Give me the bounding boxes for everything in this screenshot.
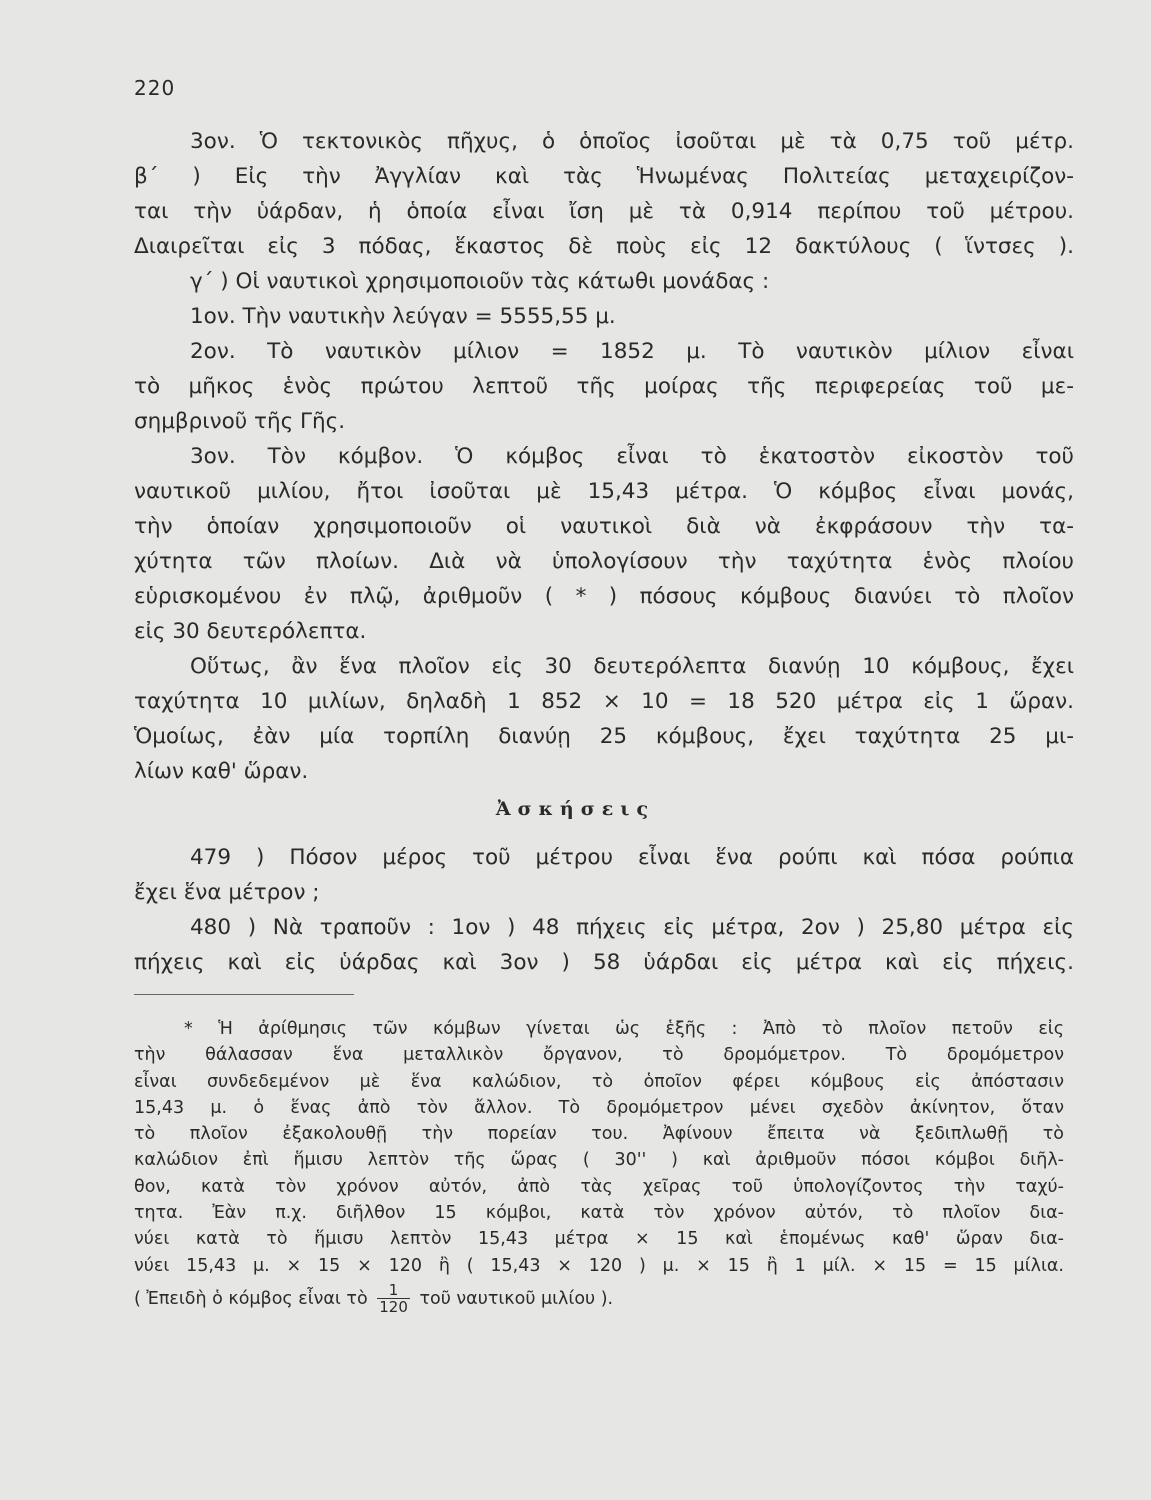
- footnote-line: τητα. Ἐὰν π.χ. διῆλθον 15 κόμβοι, κατὰ τὸν χρόνον αὐτόν, τὸ πλοῖον δια-: [134, 1203, 1064, 1224]
- footnote-line: καλώδιον ἐπὶ ἥμισυ λεπτὸν τῆς ὥρας ( 30'' ) καὶ ἀριθμοῦν πόσοι κόμβοι διῆλ-: [134, 1150, 1064, 1171]
- footnote-line: εἶναι συνδεδεμένον μὲ ἕνα καλώδιον, τὸ ὁποῖον φέρει κόμβους εἰς ἀπόστασιν: [134, 1071, 1064, 1092]
- body-text: [134, 124, 1074, 789]
- text-line: 1ον. Τὴν ναυτικὴν λεύγαν = 5555,55 μ.: [190, 304, 616, 329]
- exercise-line: ἔχει ἕνα μέτρον ;: [134, 880, 320, 905]
- exercise-line: 479 ) Πόσον μέρος τοῦ μέτρου εἶναι ἕνα ρούπι καὶ πόσα ρούπια: [190, 845, 1074, 870]
- footnote-last-line: [134, 1279, 1064, 1319]
- fraction: [377, 1282, 410, 1315]
- text-line: 3ον. Ὁ τεκτονικὸς πῆχυς, ὁ ὁποῖος ἰσοῦται μὲ τὰ 0,75 τοῦ μέτρ.: [190, 129, 1074, 154]
- text-line: 2ον. Τὸ ναυτικὸν μίλιον = 1852 μ. Τὸ ναυτικὸν μίλιον εἶναι: [190, 339, 1074, 364]
- text-line: τὸ μῆκος ἑνὸς πρώτου λεπτοῦ τῆς μοίρας τῆς περιφερείας τοῦ με-: [134, 374, 1074, 399]
- text-line: Ὁμοίως, ἐὰν μία τορπίλη διανύῃ 25 κόμβους, ἔχει ταχύτητα 25 μι-: [134, 724, 1074, 749]
- text-line: Διαιρεῖται εἰς 3 πόδας, ἕκαστος δὲ ποὺς εἰς 12 δακτύλους ( ἵντσες ).: [134, 234, 1074, 259]
- section-heading: Ἀσκήσεις: [495, 798, 656, 820]
- footnote-line: τὴν θάλασσαν ἕνα μεταλλικὸν ὄργανον, τὸ δρομόμετρον. Τὸ δρομόμετρον: [134, 1045, 1064, 1066]
- text-line: τὴν ὁποίαν χρησιμοποιοῦν οἱ ναυτικοὶ διὰ νὰ ἐκφράσουν τὴν τα-: [134, 514, 1074, 539]
- footnote: [134, 1016, 1064, 1319]
- footnote-line: νύει 15,43 μ. × 15 × 120 ἢ ( 15,43 × 120 ) μ. × 15 ἢ 1 μίλ. × 15 = 15 μίλια.: [134, 1255, 1064, 1276]
- footnote-last-after: τοῦ ναυτικοῦ μιλίου ).: [419, 1288, 614, 1309]
- text-line: εἰς 30 δευτερόλεπτα.: [134, 619, 367, 644]
- exercise-line: πήχεις καὶ εἰς ὑάρδας καὶ 3ον ) 58 ὑάρδαι εἰς μέτρα καὶ εἰς πήχεις.: [134, 950, 1074, 975]
- text-line: β΄ ) Εἰς τὴν Ἀγγλίαν καὶ τὰς Ἡνωμένας Πολιτείας μεταχειρίζον-: [134, 164, 1074, 189]
- text-line: ται τὴν ὑάρδαν, ἡ ὁποία εἶναι ἴση μὲ τὰ 0,914 περίπου τοῦ μέτρου.: [134, 199, 1074, 224]
- text-line: λίων καθ' ὥραν.: [134, 759, 309, 784]
- page-number: 220: [134, 76, 176, 100]
- footnote-line: 15,43 μ. ὁ ἕνας ἀπὸ τὸν ἄλλον. Τὸ δρομόμετρον μένει σχεδὸν ἀκίνητον, ὅταν: [134, 1097, 1064, 1118]
- text-line: σημβρινοῦ τῆς Γῆς.: [134, 409, 346, 434]
- text-line: ναυτικοῦ μιλίου, ἤτοι ἰσοῦται μὲ 15,43 μέτρα. Ὁ κόμβος εἶναι μονάς,: [134, 479, 1074, 504]
- fraction-numerator: 1: [377, 1282, 410, 1299]
- text-line: 3ον. Τὸν κόμβον. Ὁ κόμβος εἶναι τὸ ἑκατοστὸν εἰκοστὸν τοῦ: [190, 444, 1074, 469]
- text-line: χύτητα τῶν πλοίων. Διὰ νὰ ὑπολογίσουν τὴν ταχύτητα ἑνὸς πλοίου: [134, 549, 1074, 574]
- fraction-denominator: 120: [379, 1298, 408, 1317]
- footnote-last-before: ( Ἐπειδὴ ὁ κόμβος εἶναι τὸ: [134, 1288, 368, 1309]
- exercise-line: 480 ) Νὰ τραποῦν : 1ον ) 48 πήχεις εἰς μέτρα, 2ον ) 25,80 μέτρα εἰς: [190, 915, 1074, 940]
- text-line: Οὕτως, ἂν ἕνα πλοῖον εἰς 30 δευτερόλεπτα διανύῃ 10 κόμβους, ἔχει: [190, 654, 1074, 679]
- footnote-divider: [134, 994, 354, 995]
- text-line: γ΄ ) Οἱ ναυτικοὶ χρησιμοποιοῦν τὰς κάτωθι μονάδας :: [190, 269, 770, 294]
- text-line: εὑρισκομένου ἐν πλῷ, ἀριθμοῦν ( * ) πόσους κόμβους διανύει τὸ πλοῖον: [134, 584, 1074, 609]
- footnote-line: * Ἡ ἀρίθμησις τῶν κόμβων γίνεται ὡς ἑξῆς : Ἀπὸ τὸ πλοῖον πετοῦν εἰς: [184, 1019, 1064, 1039]
- footnote-line: νύει κατὰ τὸ ἥμισυ λεπτὸν 15,43 μέτρα × 15 καὶ ἑπομένως καθ' ὥραν δια-: [134, 1229, 1064, 1250]
- text-line: ταχύτητα 10 μιλίων, δηλαδὴ 1 852 × 10 = 18 520 μέτρα εἰς 1 ὥραν.: [134, 689, 1074, 714]
- footnote-line: τὸ πλοῖον ἐξακολουθῇ τὴν πορείαν του. Ἀφίνουν ἔπειτα νὰ ξεδιπλωθῇ τὸ: [134, 1124, 1064, 1145]
- exercises: [134, 840, 1074, 980]
- footnote-line: θον, κατὰ τὸν χρόνον αὐτόν, ἀπὸ τὰς χεῖρας τοῦ ὑπολογίζοντος τὴν ταχύ-: [134, 1176, 1064, 1197]
